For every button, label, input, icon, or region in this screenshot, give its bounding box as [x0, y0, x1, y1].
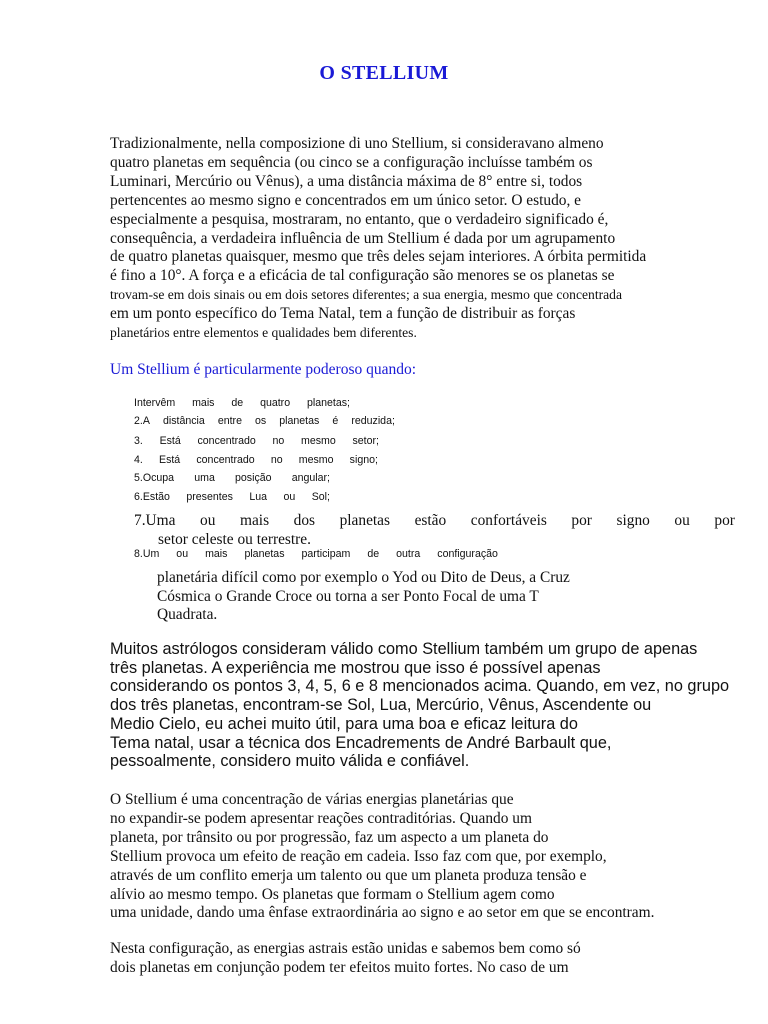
text-line: Quadrata.: [157, 606, 218, 624]
text-line: Medio Cielo, eu achei muito útil, para uma boa e eficaz leitura do: [110, 714, 578, 733]
list-item-6: 6.Estão presentes Lua ou Sol;: [134, 491, 330, 503]
list-item-7: [134, 511, 735, 549]
text-line: dois planetas em conjunção podem ter efeitos muito fortes. No caso de um: [110, 958, 569, 976]
text-line: Tema natal, usar a técnica dos Encadrements de André Barbault que,: [110, 733, 612, 752]
text-line: Cósmica o Grande Croce ou torna a ser Ponto Focal de uma T: [157, 587, 539, 605]
text-line: dos três planetas, encontram-se Sol, Lua, Mercúrio, Vênus, Ascendente ou: [110, 696, 652, 715]
list-item-1: Intervêm mais de quatro planetas;: [134, 397, 350, 409]
text-line: trovam-se em dois sinais ou em dois setores diferentes; a sua energia, mesmo que concentrada: [110, 287, 623, 303]
text-line: em um ponto específico do Tema Natal, tem a função de distribuir as forças: [110, 305, 576, 323]
text-line: três planetas. A experiência me mostrou que isso é possível apenas: [110, 658, 601, 677]
text-line: pertencentes ao mesmo signo e concentrados em um único setor. O estudo, e: [110, 191, 581, 209]
text-line: Stellium provoca um efeito de reação em cadeia. Isso faz com que, por exemplo,: [110, 847, 607, 865]
text-line: Luminari, Mercúrio ou Vênus), a uma distância máxima de 8° entre si, todos: [110, 172, 583, 190]
text-line: quatro planetas em sequência (ou cinco se a configuração incluísse também os: [110, 153, 593, 171]
text-line: alívio ao mesmo tempo. Os planetas que formam o Stellium agem como: [110, 885, 555, 903]
text-line: O Stellium é uma concentração de várias energias planetárias que: [110, 791, 514, 808]
paragraph-configuration: [110, 940, 581, 978]
list-item-5: 5.Ocupa uma posição angular;: [134, 472, 330, 484]
text-line: pessoalmente, considero muito válida e confiável.: [110, 752, 470, 771]
text-line: no expandir-se podem apresentar reações contraditórias. Quando um: [110, 809, 532, 827]
text-line: planetária difícil como por exemplo o Yod ou Dito de Deus, a Cruz: [157, 569, 570, 586]
list-item-3: 3. Está concentrado no mesmo setor;: [134, 435, 379, 447]
list-item-8: 8.Um ou mais planetas participam de outra configuração: [134, 548, 498, 560]
text-line: especialmente a pesquisa, mostraram, no entanto, que o verdadeiro significado é,: [110, 210, 609, 228]
text-line: planeta, por trânsito ou por progressão, faz um aspecto a um planeta do: [110, 828, 549, 846]
text-line: é fino a 10°. A força e a eficácia de tal configuração são menores se os planetas se: [110, 267, 615, 285]
page-title: O STELLIUM: [319, 62, 449, 84]
list-item-2: 2.A distância entre os planetas é reduzida;: [134, 415, 395, 427]
text-line: através de um conflito emerja um talento ou que um planeta produza tensão e: [110, 866, 587, 884]
paragraph-astrologers: [110, 640, 729, 771]
text-line: Muitos astrólogos consideram válido como Stellium também um grupo de apenas: [110, 640, 698, 658]
list-item-7-line: 7.Uma ou mais dos planetas estão confortáveis por signo ou por: [134, 512, 735, 529]
text-line: planetários entre elementos e qualidades bem diferentes.: [110, 325, 417, 341]
text-line: considerando os pontos 3, 4, 5, 6 e 8 mencionados acima. Quando, em vez, no grupo: [110, 677, 730, 696]
list-item-7-line: setor celeste ou terrestre.: [158, 531, 311, 548]
section-subtitle: Um Stellium é particularmente poderoso quando:: [110, 361, 417, 378]
text-line: de quatro planetas quaisquer, mesmo que três deles sejam interiores. A órbita permitida: [110, 248, 647, 266]
paragraph-concentration: [110, 791, 654, 923]
text-line: Nesta configuração, as energias astrais estão unidas e sabemos bem como só: [110, 940, 581, 957]
text-line: Tradizionalmente, nella composizione di uno Stellium, si consideravano almeno: [110, 135, 604, 152]
text-line: uma unidade, dando uma ênfase extraordinária ao signo e ao setor em que se encontram.: [110, 904, 655, 922]
list-item-8-continuation: [157, 569, 570, 625]
list-item-4: 4. Está concentrado no mesmo signo;: [134, 454, 378, 466]
intro-paragraph: [110, 135, 646, 343]
text-line: consequência, a verdadeira influência de um Stellium é dada por um agrupamento: [110, 229, 616, 247]
